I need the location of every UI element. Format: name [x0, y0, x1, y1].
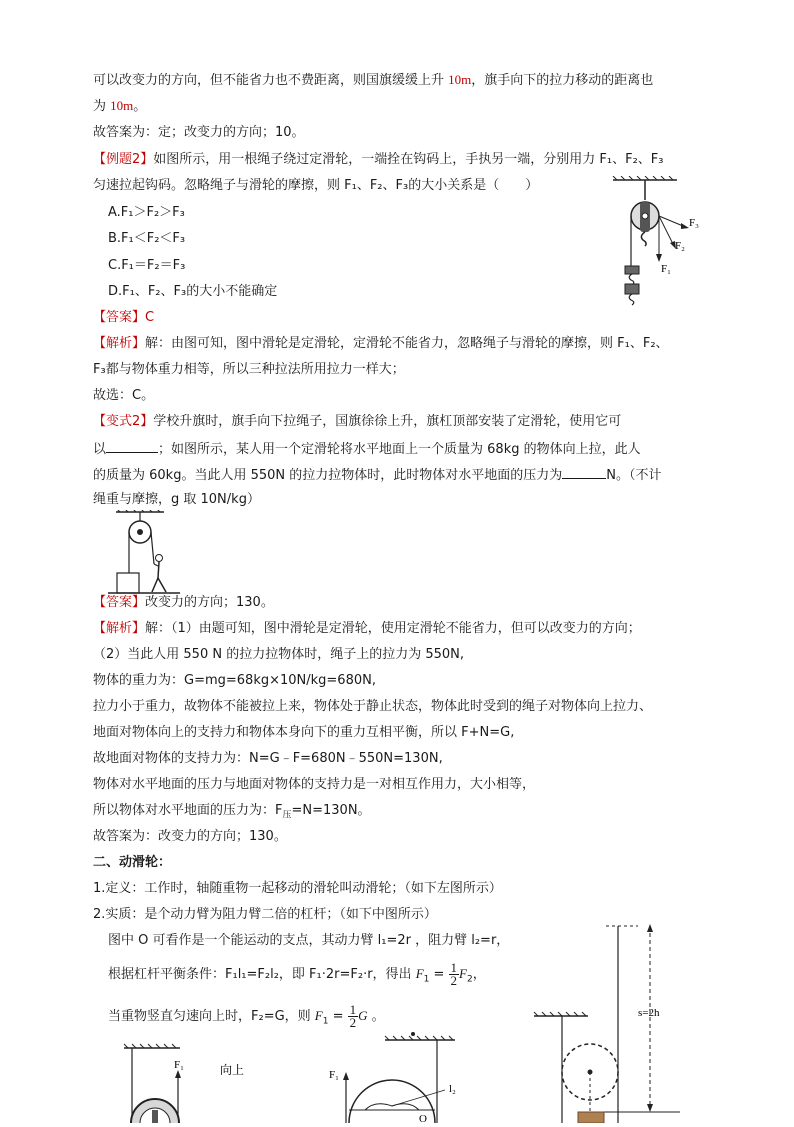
formula-line: 当重物竖直匀速向上时，F₂=G，则 $F_1$ = $\frac{1}{2}$ G 。 — [108, 1002, 385, 1030]
l2-label: l₂ — [449, 1083, 456, 1095]
fill-blank — [562, 464, 606, 479]
explanation-line: 物体对水平地面的压力与地面对物体的支持力是一对相互作用力，大小相等， — [93, 777, 536, 792]
explanation-line: F₃都与物体重力相等，所以三种拉法所用拉力一样大； — [93, 362, 405, 377]
definition-line: 图中 O 可看作是一个能运动的支点，其动力臂 l₁=2r ，阻力臂 l₂=r， — [108, 933, 510, 948]
section-heading: 二、动滑轮： — [93, 855, 172, 870]
answer-line: 【答案】C — [93, 310, 155, 325]
example-question: 【例题2】如图所示，用一根绳子绕过定滑轮，一端拴在钩码上，手执另一端，分别用力 F₁、F₂、F₃ — [93, 152, 664, 167]
text-line: 为 10m。 — [93, 98, 147, 114]
fraction: $\frac{1}{2}$ — [450, 960, 458, 988]
explanation-line: 物体的重力为：G=mg=68kg×10N/kg=680N, — [93, 673, 376, 688]
text-line: 可以改变力的方向，但不能省力也不费距离，则国旗缓缓上升 10m，旗手向下的拉力移动的距离也 — [93, 72, 654, 88]
answer-line: 【答案】改变力的方向；130。 — [93, 595, 274, 610]
option-d: D.F₁、F₂、F₃的大小不能确定 — [108, 284, 278, 299]
movable-pulley-distance-figure — [530, 920, 690, 1127]
example-question-cont: 匀速拉起钩码。忽略绳子与滑轮的摩擦，则 F₁、F₂、F₃的大小关系是（ ） — [93, 178, 539, 193]
f2-label: F₂ — [675, 240, 685, 252]
option-c: C.F₁＝F₂＝F₃ — [108, 258, 186, 273]
f1-label: F₁ — [174, 1059, 184, 1071]
option-a: A.F₁＞F₂＞F₃ — [108, 205, 185, 220]
person-pulley-figure — [108, 510, 186, 606]
explanation-line: 【解析】解：（1）由题可知，图中滑轮是定滑轮，使用定滑轮不能省力，但可以改变力的方向； — [93, 621, 641, 636]
formula-line: 根据杠杆平衡条件：F₁l₁=F₂l₂，即 F₁·2r=F₂·r，得出 $F_1$ = $\frac{1}{2}$ $F_2$， — [108, 960, 486, 988]
variant-tag: 【变式2】 — [93, 414, 154, 429]
f1-label: F₁ — [661, 263, 671, 275]
explanation-line: 【解析】解：由图可知，图中滑轮是定滑轮，定滑轮不能省力，忽略绳子与滑轮的摩擦，则 F₁、F₂、 — [93, 336, 669, 351]
f1-label: F₁ — [329, 1069, 339, 1081]
variant-question-cont: 绳重与摩擦，g 取 10N/kg） — [93, 492, 260, 507]
fill-blank — [106, 438, 158, 453]
variant-question: 【变式2】学校升旗时，旗手向下拉绳子，国旗徐徐上升，旗杠顶部安装了定滑轮，使用它可 — [93, 414, 622, 429]
fraction: $\frac{1}{2}$ — [349, 1002, 357, 1030]
example-tag: 【例题2】 — [93, 152, 154, 167]
answer-line: 故答案为：定；改变力的方向；10。 — [93, 125, 305, 140]
definition-line: 1.定义：工作时，轴随重物一起移动的滑轮叫动滑轮；（如下左图所示） — [93, 881, 502, 896]
f3-label: F₃ — [689, 217, 699, 229]
distance-label: s=2h — [638, 1007, 660, 1019]
explanation-line: 故地面对物体的支持力为：N=G﹣F=680N﹣550N=130N, — [93, 751, 443, 766]
direction-label: 向上 — [220, 1063, 245, 1077]
variant-question-cont: 的质量为 60kg。当此人用 550N 的拉力拉物体时，此时物体对水平地面的压力为 N。（不计 — [93, 464, 662, 486]
movable-pulley-lever-figure — [325, 1030, 465, 1127]
explanation-line: 所以物体对水平地面的压力为：$F_压=N=130N$。 — [93, 803, 371, 821]
explanation-line: 地面对物体向上的支持力和物体本身向下的重力互相平衡，所以 F+N=G, — [93, 725, 515, 740]
variant-question-cont: 以 ；如图所示，某人用一个定滑轮将水平地面上一个质量为 68kg 的物体向上拉，此人 — [93, 438, 641, 460]
fixed-pulley-figure — [605, 176, 710, 310]
movable-pulley-left-figure — [120, 1040, 280, 1127]
selection-line: 故选：C。 — [93, 388, 155, 403]
explanation-line: （2）当此人用 550 N 的拉力拉物体时，绳子上的拉力为 550N, — [93, 647, 465, 662]
explanation-line: 拉力小于重力，故物体不能被拉上来，物体处于静止状态，物体此时受到的绳子对物体向上拉力、 — [93, 699, 653, 714]
option-b: B.F₁＜F₂＜F₃ — [108, 231, 186, 246]
answer-line: 故答案为：改变力的方向；130。 — [93, 829, 287, 844]
pivot-label: O — [419, 1113, 427, 1123]
definition-line: 2.实质：是个动力臂为阻力臂二倍的杠杆；（如下中图所示） — [93, 907, 437, 922]
